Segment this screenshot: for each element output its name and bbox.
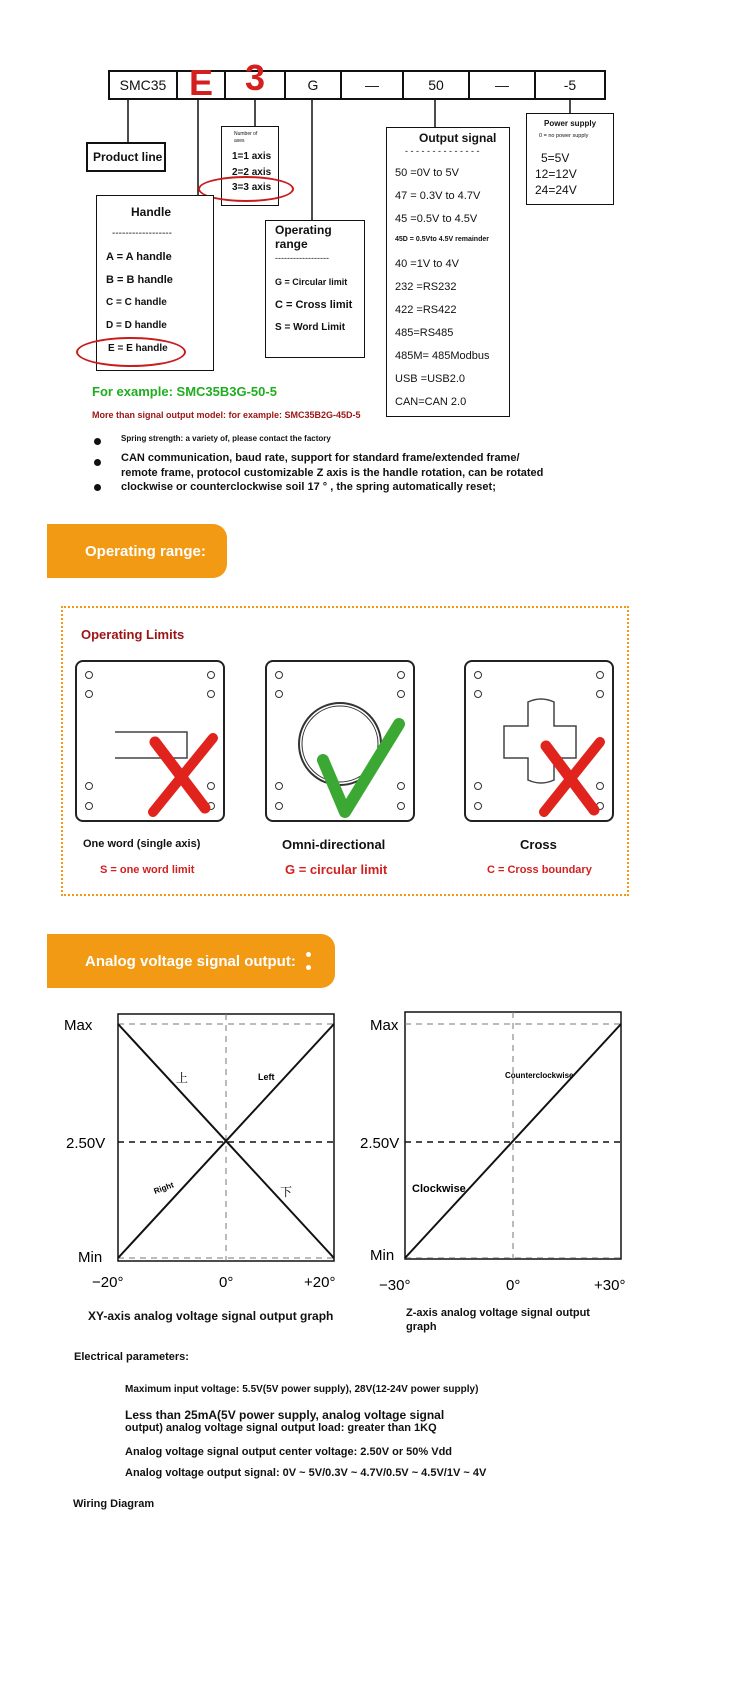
operating-limits-panel <box>61 606 629 896</box>
power-box <box>526 113 614 205</box>
colon-dots-icon <box>306 950 311 972</box>
z-annotation-cw: Clockwise <box>412 1183 466 1195</box>
electrical-title: Electrical parameters: <box>74 1351 189 1363</box>
xy-ylabel-center: 2.50V <box>66 1135 106 1152</box>
z-ylabel-center: 2.50V <box>360 1135 400 1152</box>
xy-graph-caption: XY-axis analog voltage signal output graph <box>88 1309 334 1323</box>
range-option-g: G = Circular limit <box>275 277 348 287</box>
axis-option-1: 1=1 axis <box>232 151 272 162</box>
feature-spring: Spring strength: a variety of, please contact the factory <box>121 434 331 443</box>
red-cross-mark <box>77 662 227 824</box>
xy-xlabel-pos: +20° <box>304 1274 336 1291</box>
z-xlabel-pos: +30° <box>594 1277 626 1294</box>
xy-annotation-down: 下 <box>280 1185 293 1199</box>
limit-diagram-word <box>75 660 225 822</box>
range-title-1: Operating <box>275 223 332 237</box>
output-option-422: 422 =RS422 <box>395 304 457 316</box>
section-analog-label: Analog voltage signal output: <box>85 952 296 970</box>
limit-diagram-circle <box>265 660 415 822</box>
electrical-max-input: Maximum input voltage: 5.5V(5V power supply), 28V(12-24V power supply) <box>125 1384 479 1395</box>
xy-signal-graph <box>60 1004 360 1294</box>
example-main: For example: SMC35B3G-50-5 <box>92 384 277 399</box>
axis-option-2: 2=2 axis <box>232 167 272 178</box>
output-option-45: 45 =0.5V to 4.5V <box>395 213 478 225</box>
handle-option-a: A = A handle <box>106 251 172 263</box>
product-line-box <box>86 142 166 172</box>
z-graph-caption-1: Z-axis analog voltage signal output <box>406 1307 590 1319</box>
power-option-12: 12=12V <box>535 167 577 181</box>
range-box <box>265 220 365 358</box>
product-line-label: Product line <box>93 150 163 164</box>
z-ylabel-min: Min <box>370 1247 395 1264</box>
limit-name-circle: Omni-directional <box>282 837 386 852</box>
power-note: 0 = no power supply <box>539 133 589 139</box>
bullet-dot <box>94 438 101 445</box>
section-operating-label: Operating range: <box>85 542 206 560</box>
axis-option-3: 3=3 axis <box>232 182 272 193</box>
xy-xlabel-zero: 0° <box>219 1274 234 1291</box>
section-tab-analog <box>47 934 335 988</box>
handle-option-e: E = E handle <box>108 343 168 354</box>
code-output-text: 50 <box>428 77 444 93</box>
red-cross-mark <box>466 662 616 824</box>
z-signal-graph <box>360 1004 666 1294</box>
output-title: Output signal <box>419 131 497 145</box>
power-option-5: 5=5V <box>541 151 570 165</box>
electrical-output-signal: Analog voltage output signal: 0V ~ 5V/0.3V ~ 4.7V/0.5V ~ 4.5V/1V ~ 4V <box>125 1467 487 1479</box>
output-option-232: 232 =RS232 <box>395 281 457 293</box>
output-option-usb: USB =USB2.0 <box>395 373 466 385</box>
limit-code-word: S = one word limit <box>100 864 195 876</box>
limit-name-word: One word (single axis) <box>83 838 201 850</box>
range-option-c: C = Cross limit <box>275 299 353 311</box>
output-option-40: 40 =1V to 4V <box>395 258 459 270</box>
code-range-text: G <box>307 77 319 93</box>
xy-ylabel-max: Max <box>64 1017 93 1034</box>
output-option-485m: 485M= 485Modbus <box>395 350 490 362</box>
feature-can-line3: clockwise or counterclockwise soil 17 ° , the spring automatically reset; <box>121 481 496 493</box>
limit-code-cross: C = Cross boundary <box>487 864 592 876</box>
output-box <box>386 127 510 417</box>
z-graph-caption-2: graph <box>406 1321 437 1333</box>
xy-annotation-up: 上 <box>176 1071 189 1085</box>
code-dash2-text: — <box>495 77 509 93</box>
limits-title: Operating Limits <box>81 627 185 642</box>
output-divider: - - - - - - - - - - - - - - <box>405 146 480 156</box>
code-axes-text: 3 <box>244 57 266 98</box>
bullet-dot <box>94 459 101 466</box>
power-title: Power supply <box>544 119 597 128</box>
code-series-text: SMC35 <box>119 77 167 93</box>
z-annotation-ccw: Counterclockwise <box>505 1071 574 1080</box>
z-ylabel-max: Max <box>370 1017 399 1034</box>
output-option-can: CAN=CAN 2.0 <box>395 396 467 408</box>
range-option-s: S = Word Limit <box>275 322 346 333</box>
range-divider: ------------------ <box>275 253 329 263</box>
range-title-2: range <box>275 237 308 251</box>
code-dash1-text: — <box>365 77 379 93</box>
electrical-center-voltage: Analog voltage signal output center voltage: 2.50V or 50% Vdd <box>125 1446 453 1458</box>
xy-annotation-left: Left <box>258 1072 275 1082</box>
z-xlabel-neg: −30° <box>379 1277 411 1294</box>
handle-option-b: B = B handle <box>106 274 173 286</box>
output-option-485: 485=RS485 <box>395 327 454 339</box>
feature-can-line2: remote frame, protocol customizable Z axis is the handle rotation, can be rotated <box>121 467 544 479</box>
output-option-45d: 45D = 0.5Vto 4.5V remainder <box>395 236 489 243</box>
section-tab-operating-range <box>47 524 227 578</box>
electrical-current-line1: Less than 25mA(5V power supply, analog voltage signal <box>125 1408 445 1422</box>
code-handle-text: E <box>188 62 213 103</box>
handle-title: Handle <box>131 205 172 219</box>
z-xlabel-zero: 0° <box>506 1277 521 1294</box>
code-power-text: -5 <box>563 77 577 93</box>
output-option-47: 47 = 0.3V to 4.7V <box>395 190 481 202</box>
handle-highlight-ellipse <box>76 337 186 367</box>
green-check-mark <box>267 662 417 824</box>
feature-can-line1: CAN communication, baud rate, support for standard frame/extended frame/ <box>121 452 520 464</box>
xy-ylabel-min: Min <box>78 1249 103 1266</box>
handle-option-d: D = D handle <box>106 320 167 331</box>
limit-code-circle: G = circular limit <box>285 862 388 877</box>
limit-diagram-cross <box>464 660 614 822</box>
limit-name-cross: Cross <box>520 837 557 852</box>
bullet-dot <box>94 484 101 491</box>
axis-box-title: Number of axes <box>234 131 258 144</box>
example-sub: More than signal output model: for example: SMC35B2G-45D-5 <box>92 410 361 420</box>
xy-xlabel-neg: −20° <box>92 1274 124 1291</box>
handle-divider: ------------------ <box>112 228 172 239</box>
xy-annotation-right: Right <box>152 1180 175 1196</box>
output-option-50: 50 =0V to 5V <box>395 167 459 179</box>
wiring-diagram-heading: Wiring Diagram <box>73 1498 155 1510</box>
handle-option-c: C = C handle <box>106 297 167 308</box>
electrical-current-line2: output) analog voltage signal output load: greater than 1KQ <box>125 1422 437 1434</box>
power-option-24: 24=24V <box>535 183 577 197</box>
